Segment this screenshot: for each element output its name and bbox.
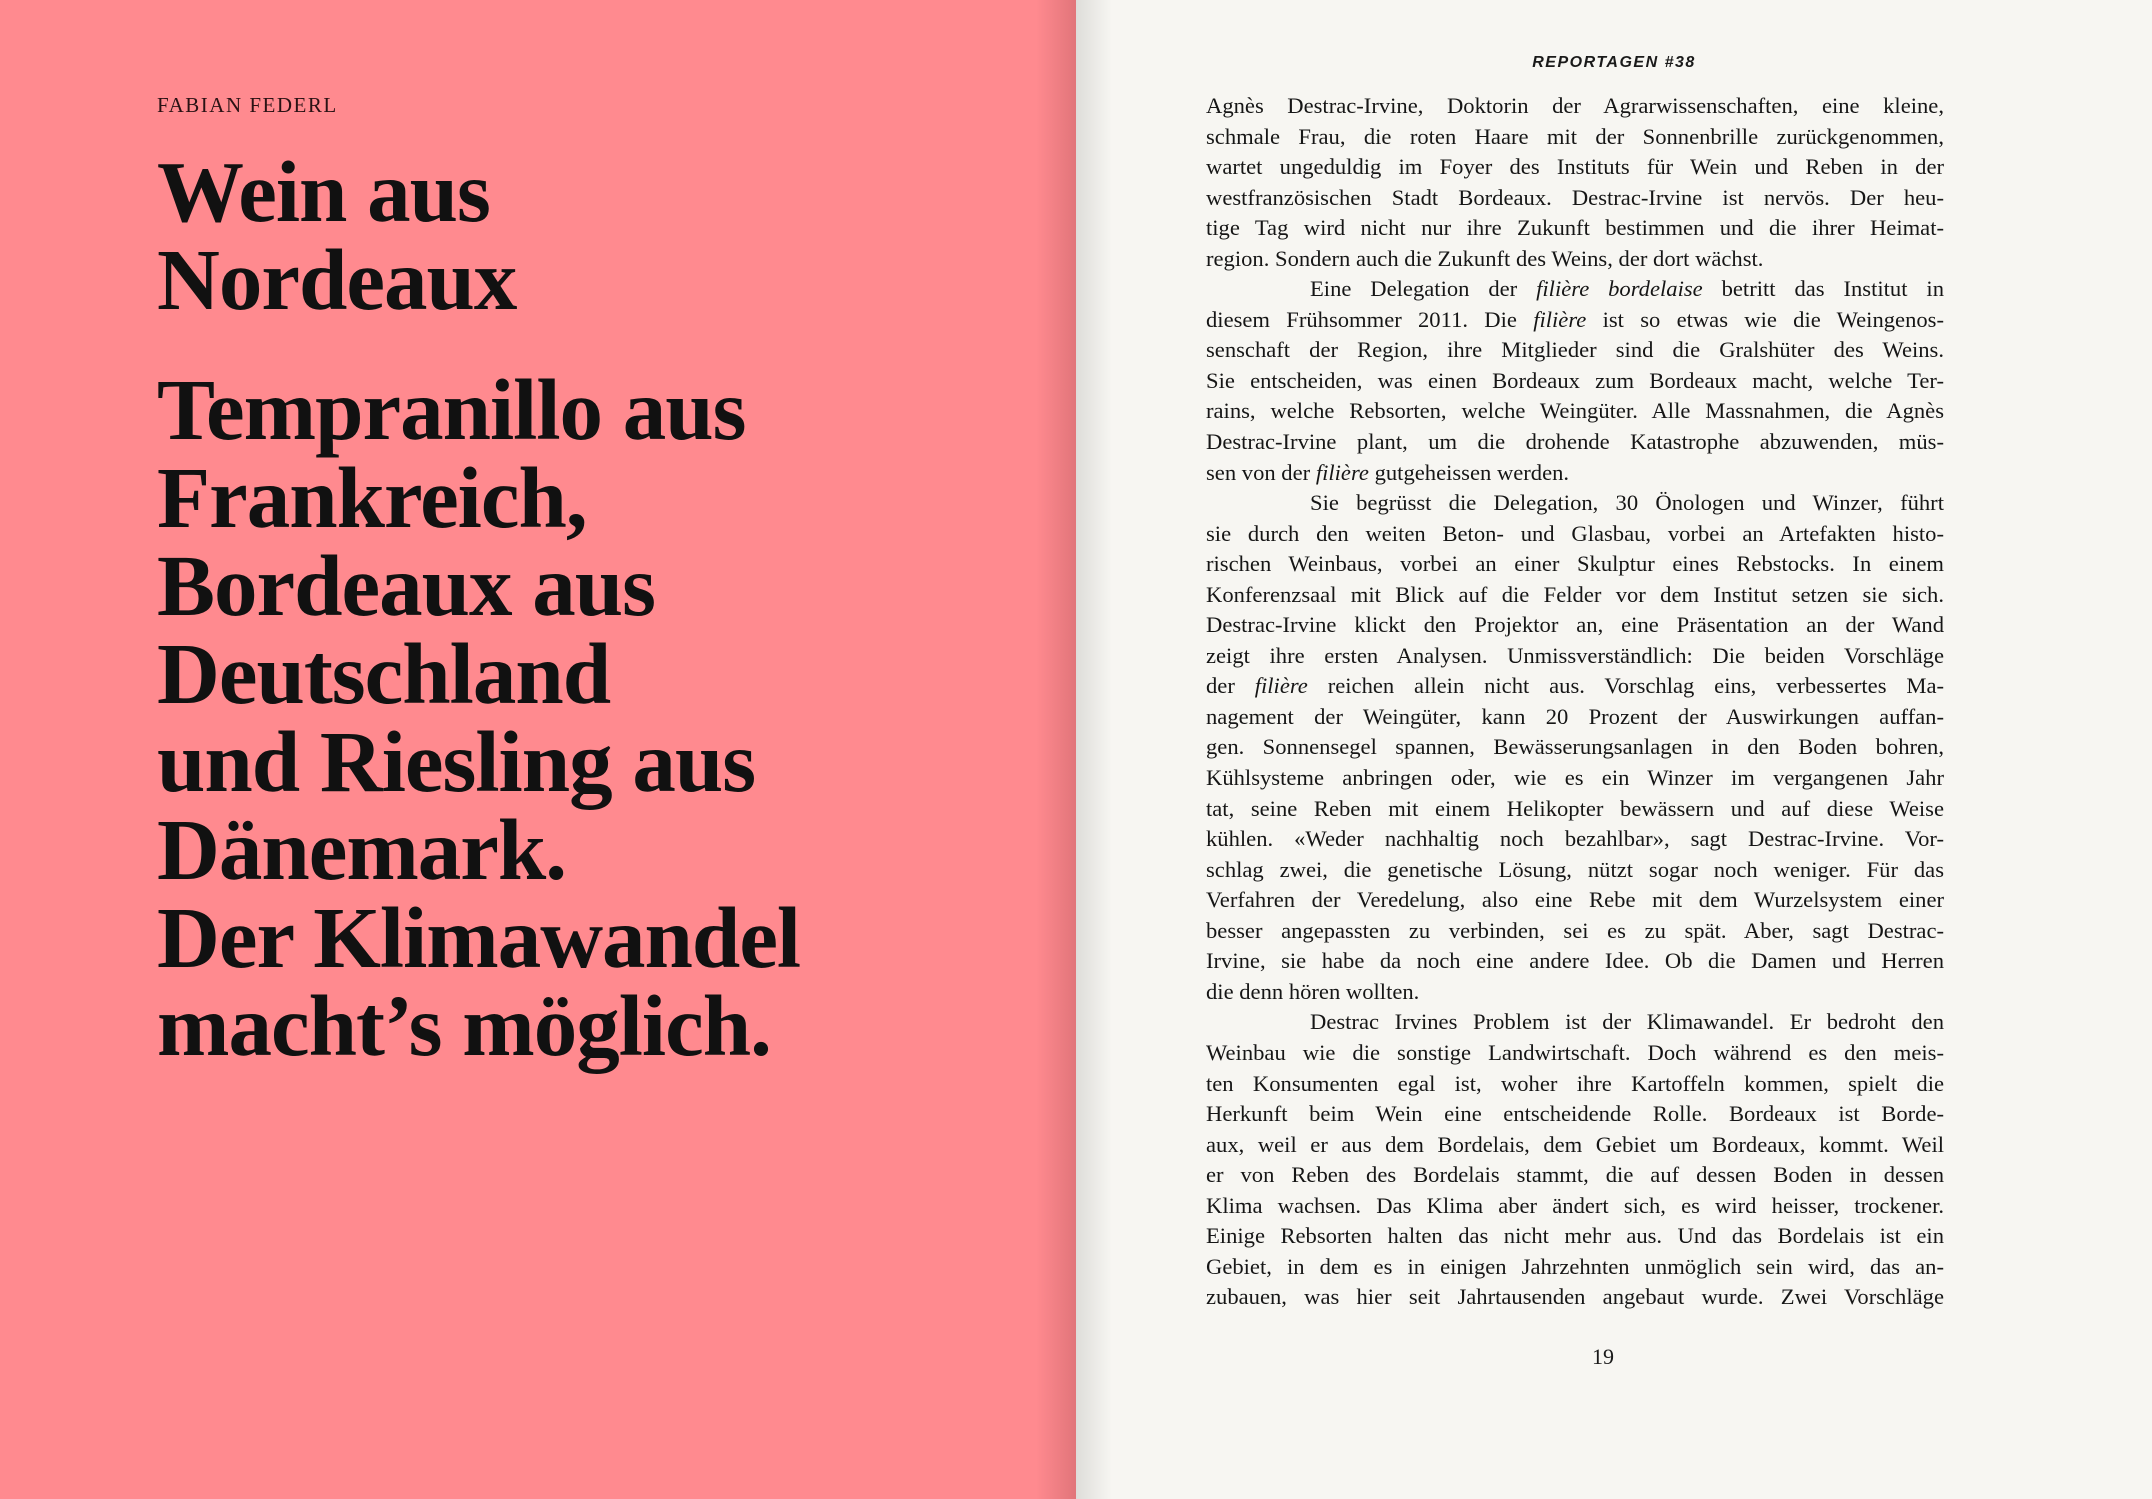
body-line: der filière reichen allein nicht aus. Vorschlag eins, verbessertes Ma- [1206, 673, 1944, 699]
body-line: Destrac-Irvine klickt den Projektor an, eine Präsentation an der Wand [1206, 612, 1944, 638]
body-line: sie durch den weiten Beton- und Glasbau, vorbei an Artefakten histo- [1206, 520, 1944, 546]
body-line: sen von der filière gutgeheissen werden. [1206, 459, 1570, 485]
body-line: Destrac Irvines Problem ist der Klimawandel. Er bedroht den [1310, 1009, 1944, 1035]
subtitle-line: Tempranillo aus [157, 361, 746, 458]
body-line: Weinbau wie die sonstige Landwirtschaft. Doch während es den meis- [1206, 1039, 1944, 1065]
body-line: diesem Frühsommer 2011. Die filière ist so etwas wie die Weingenos- [1206, 306, 1944, 332]
body-line: Konferenzsaal mit Blick auf die Felder vor dem Institut setzen sie sich. [1206, 581, 1944, 607]
body-line: Klima wachsen. Das Klima aber ändert sich, es wird heisser, trockener. [1206, 1192, 1944, 1218]
running-head: REPORTAGEN #38 [1532, 54, 1696, 71]
body-line: Gebiet, in dem es in einigen Jahrzehnten unmöglich sein wird, das an- [1206, 1253, 1944, 1279]
subtitle-line: macht’s möglich. [157, 977, 771, 1074]
body-line: ten Konsumenten egal ist, woher ihre Kartoffeln kommen, spielt die [1206, 1070, 1944, 1096]
body-line: Sie entscheiden, was einen Bordeaux zum Bordeaux macht, welche Ter- [1206, 367, 1944, 393]
body-line: er von Reben des Bordelais stammt, die auf dessen Boden in dessen [1206, 1162, 1944, 1188]
body-line: Einige Rebsorten halten das nicht mehr aus. Und das Bordelais ist ein [1206, 1223, 1944, 1249]
body-line: Herkunft beim Wein eine entscheidende Rolle. Bordeaux ist Borde- [1206, 1101, 1944, 1127]
body-line: rischen Weinbaus, vorbei an einer Skulptur eines Rebstocks. In einem [1206, 551, 1944, 577]
body-line: Verfahren der Veredelung, also eine Rebe mit dem Wurzelsystem einer [1206, 887, 1944, 913]
title-line: Nordeaux [157, 231, 517, 328]
body-line: Eine Delegation der filière bordelaise betritt das Institut in [1310, 276, 1944, 302]
body-line: schmale Frau, die roten Haare mit der Sonnenbrille zurückgenommen, [1206, 123, 1944, 149]
body-line: wartet ungeduldig im Foyer des Instituts für Wein und Reben in der [1206, 154, 1944, 180]
article-body [1206, 91, 1944, 1313]
body-line: schlag zwei, die genetische Lösung, nützt sogar noch weniger. Für das [1206, 856, 1944, 882]
body-line: die denn hören wollten. [1206, 978, 1420, 1004]
body-line: tige Tag wird nicht nur ihre Zukunft bestimmen und die ihrer Heimat- [1206, 215, 1944, 241]
body-line: tat, seine Reben mit einem Helikopter bewässern und auf diese Weise [1206, 795, 1944, 821]
subtitle-line: Dänemark. [157, 801, 567, 898]
body-line: aux, weil er aus dem Bordelais, dem Gebiet um Bordeaux, kommt. Weil [1206, 1131, 1944, 1157]
subtitle-line: Der Klimawandel [157, 889, 801, 986]
body-line: Sie begrüsst die Delegation, 30 Önologen und Winzer, führt [1310, 490, 1944, 516]
body-line: besser angepassten zu verbinden, sei es zu spät. Aber, sagt Destrac- [1206, 917, 1944, 943]
title-line: Wein aus [157, 143, 490, 240]
subtitle-line: Deutschland [157, 625, 611, 722]
headline-block [157, 143, 1037, 1074]
body-line: rains, welche Rebsorten, welche Weingüter. Alle Massnahmen, die Agnès [1206, 398, 1944, 424]
author-name: FABIAN FEDERL [157, 93, 338, 117]
subtitle-line: Frankreich, [157, 449, 587, 546]
body-line: kühlen. «Weder nachhaltig noch bezahlbar», sagt Destrac-Irvine. Vor- [1206, 826, 1944, 852]
body-line: zubauen, was hier seit Jahrtausenden angebaut wurde. Zwei Vorschläge [1206, 1284, 1944, 1310]
body-line: nagement der Weingüter, kann 20 Prozent der Auswirkungen auffan- [1206, 703, 1944, 729]
page-number: 19 [1592, 1344, 1614, 1369]
subtitle-line: und Riesling aus [157, 713, 756, 810]
body-line: gen. Sonnensegel spannen, Bewässerungsanlagen in den Boden bohren, [1206, 734, 1944, 760]
body-line: Agnès Destrac-Irvine, Doktorin der Agrarwissenschaften, eine kleine, [1206, 93, 1944, 118]
body-line: senschaft der Region, ihre Mitglieder sind die Gralshüter des Weins. [1206, 337, 1944, 363]
body-line: region. Sondern auch die Zukunft des Weins, der dort wächst. [1206, 245, 1764, 271]
body-line: Kühlsysteme anbringen oder, wie es ein Winzer im vergangenen Jahr [1206, 765, 1944, 791]
body-line: Destrac-Irvine plant, um die drohende Katastrophe abzuwenden, müs- [1206, 429, 1944, 455]
subtitle-line: Bordeaux aus [157, 537, 656, 634]
body-line: westfranzösischen Stadt Bordeaux. Destrac-Irvine ist nervös. Der heu- [1206, 184, 1944, 210]
body-line: zeigt ihre ersten Analysen. Unmissverständlich: Die beiden Vorschläge [1206, 642, 1944, 668]
body-line: Irvine, sie habe da noch eine andere Idee. Ob die Damen und Herren [1206, 948, 1944, 974]
